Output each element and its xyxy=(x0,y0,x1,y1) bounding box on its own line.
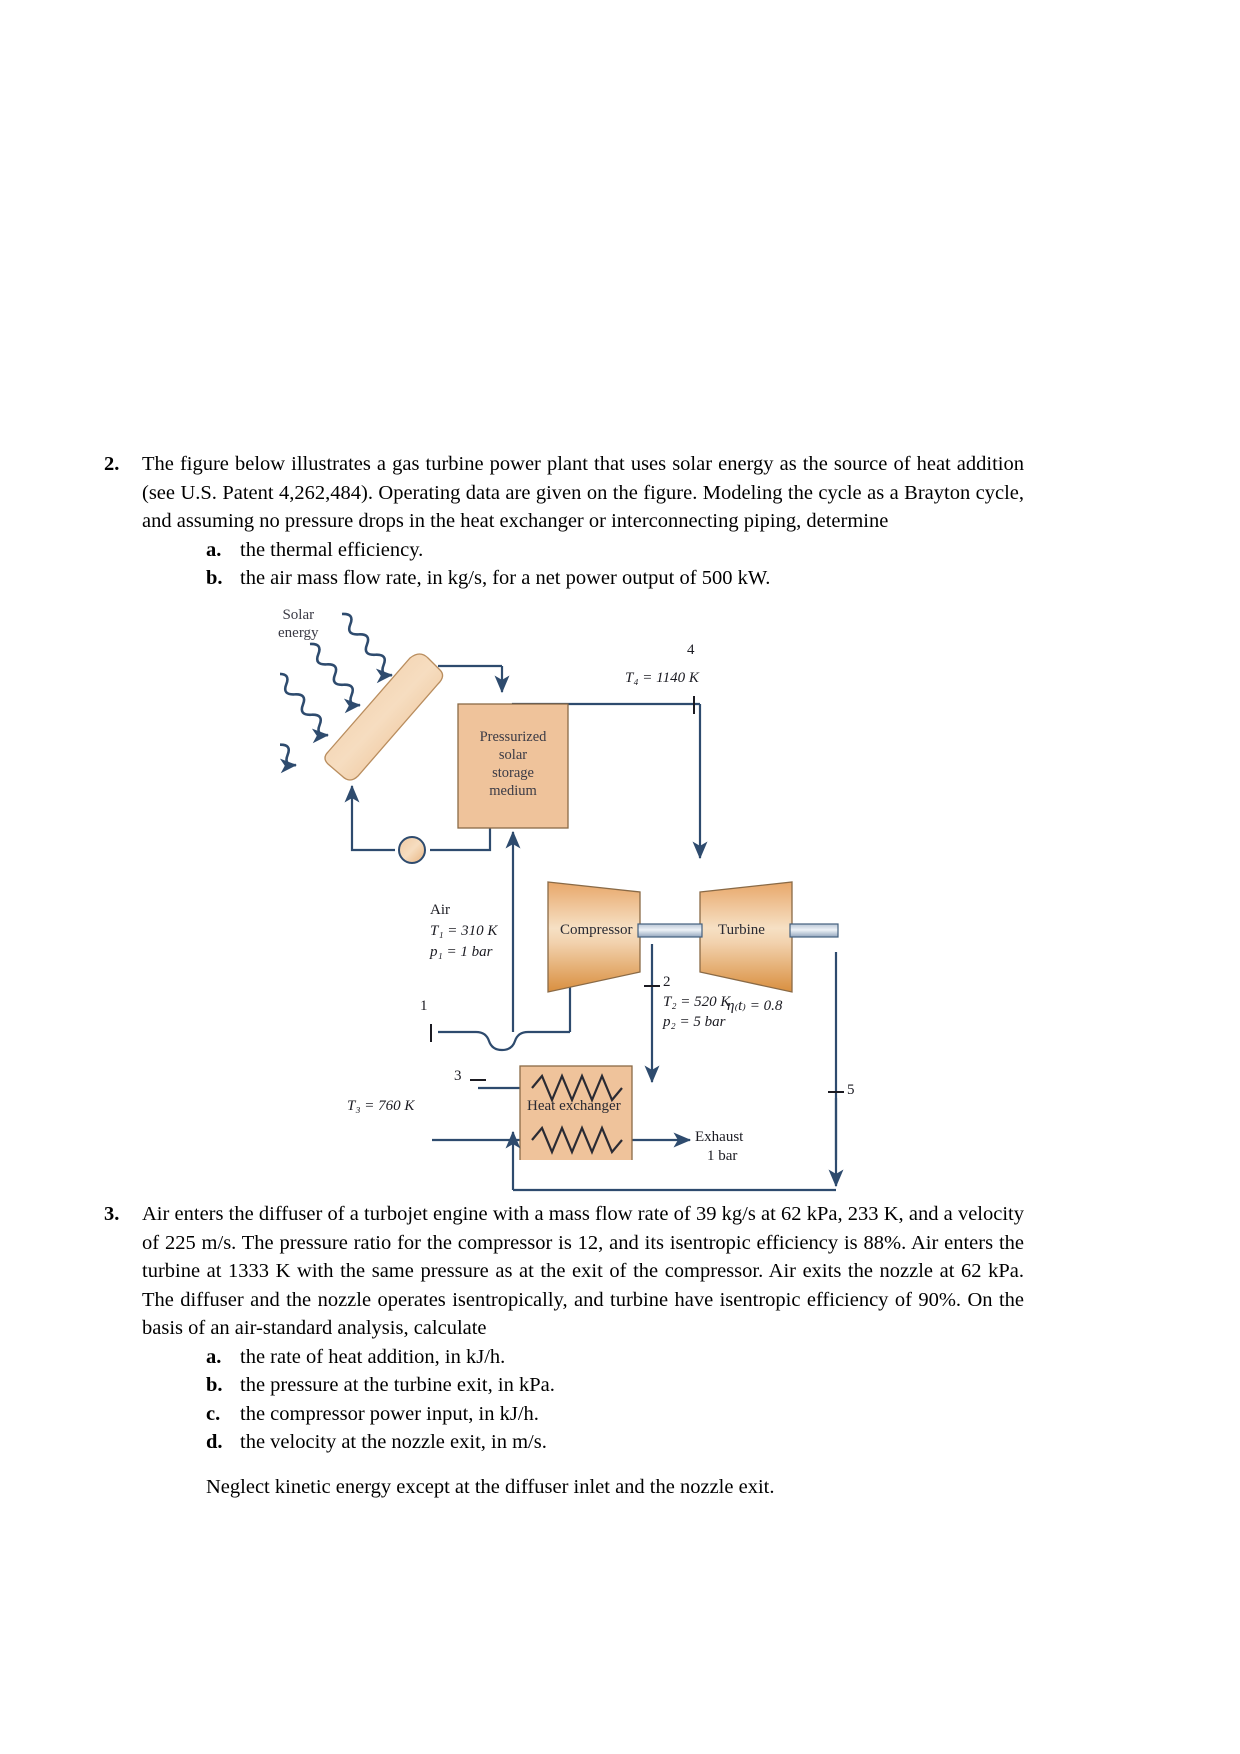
problem-3-sublist xyxy=(142,1343,1024,1457)
turbine-label: Turbine xyxy=(718,922,765,938)
problem-3-item-c xyxy=(206,1400,1024,1429)
problem-3 xyxy=(104,1200,1024,1501)
turbine-efficiency-value: η₍t₎ = 0.8 xyxy=(727,998,783,1014)
pump-circle xyxy=(399,837,425,863)
problem-3-paragraph: Air enters the diffuser of a turbojet engine with a mass flow rate of 39 kg/s at 62 kPa, 233 K, and a velocity of 225 m/s. The pressure ratio for the compressor is 12, and its isentropic efficiency is 88%. Air enters the turbine at 1333 K with the same pressure as at the exit of the compressor. Air exits the nozzle at 62 kPa. The diffuser and the nozzle operates isentropically, and turbine have isentropic efficiency of 90%. On the basis of an air-standard analysis, calculate xyxy=(142,1203,1024,1339)
problem-2-item-b-text: the air mass flow rate, in kg/s, for a net power output of 500 kW. xyxy=(240,567,771,589)
problem-2-body xyxy=(142,450,1024,593)
problem-3-item-d xyxy=(206,1428,1024,1457)
p2-value: p₂ = 5 bar xyxy=(663,1014,726,1030)
problem-2-number: 2. xyxy=(104,453,120,475)
problem-2-item-a-letter: a. xyxy=(206,538,222,561)
problem-3-item-d-text: the velocity at the nozzle exit, in m/s. xyxy=(240,1431,547,1453)
problem-3-item-d-letter: d. xyxy=(206,1431,223,1453)
problem-3-item-b-letter: b. xyxy=(206,1374,223,1396)
problem-2 xyxy=(104,450,1024,593)
problem-2-item-a-text: the thermal efficiency. xyxy=(240,538,424,561)
problem-2-paragraph: The figure below illustrates a gas turbine power plant that uses solar energy as the source of heat addition (see U.S. Patent 4,262,484). Operating data are given on the figure. Modeling the cycle as a Brayton cycle, and assuming no pressure drops in the heat exchanger or interconnecting piping, determine xyxy=(142,453,1024,532)
T2-value: T₂ = 520 K xyxy=(663,994,731,1010)
air-inlet-data xyxy=(430,900,497,963)
state-3-label: 3 xyxy=(454,1068,462,1084)
problem-3-item-c-text: the compressor power input, in kJ/h. xyxy=(240,1402,539,1425)
problem-3-row xyxy=(104,1200,1024,1501)
problem-2-item-a xyxy=(206,536,1024,565)
state-1-label: 1 xyxy=(420,998,428,1014)
problem-3-note: Neglect kinetic energy except at the diffuser inlet and the nozzle exit. xyxy=(206,1475,775,1498)
solar-gas-turbine-figure xyxy=(278,600,980,1164)
solar-energy-label: Solar energy xyxy=(278,607,319,641)
problem-3-item-a-text: the rate of heat addition, in kJ/h. xyxy=(240,1345,506,1368)
shaft-output xyxy=(790,924,838,937)
problem-3-item-b-text: the pressure at the turbine exit, in kPa. xyxy=(240,1374,555,1396)
problem-3-number: 3. xyxy=(104,1203,120,1225)
state-5-label: 5 xyxy=(847,1082,855,1098)
problem-3-item-a-letter: a. xyxy=(206,1345,222,1368)
T3-value: T₃ = 760 K xyxy=(347,1098,415,1114)
exhaust-label: Exhaust 1 bar xyxy=(695,1129,744,1164)
air-label: Air xyxy=(430,902,450,918)
p1-value: p₁ = 1 bar xyxy=(430,944,493,960)
compressor-label: Compressor xyxy=(560,922,633,938)
problem-2-row xyxy=(104,450,1024,593)
problem-3-item-a xyxy=(206,1343,1024,1372)
T1-value: T₁ = 310 K xyxy=(430,923,498,939)
heat-exchanger-label: Heat exchanger xyxy=(527,1098,621,1114)
problem-2-sublist xyxy=(142,536,1024,593)
problem-3-item-b xyxy=(206,1371,1024,1400)
shaft xyxy=(638,924,702,937)
T4-value: T₄ = 1140 K xyxy=(625,670,699,686)
problem-2-item-b-letter: b. xyxy=(206,567,223,589)
problem-3-item-c-letter: c. xyxy=(206,1402,221,1425)
state-4-label: 4 xyxy=(687,642,695,658)
problem-2-item-b xyxy=(206,564,1024,593)
cycle-return-line xyxy=(280,1090,980,1200)
storage-label: Pressurized solar storage medium xyxy=(479,729,547,799)
state-2-label: 2 xyxy=(663,974,671,990)
problem-3-body xyxy=(142,1200,1024,1501)
